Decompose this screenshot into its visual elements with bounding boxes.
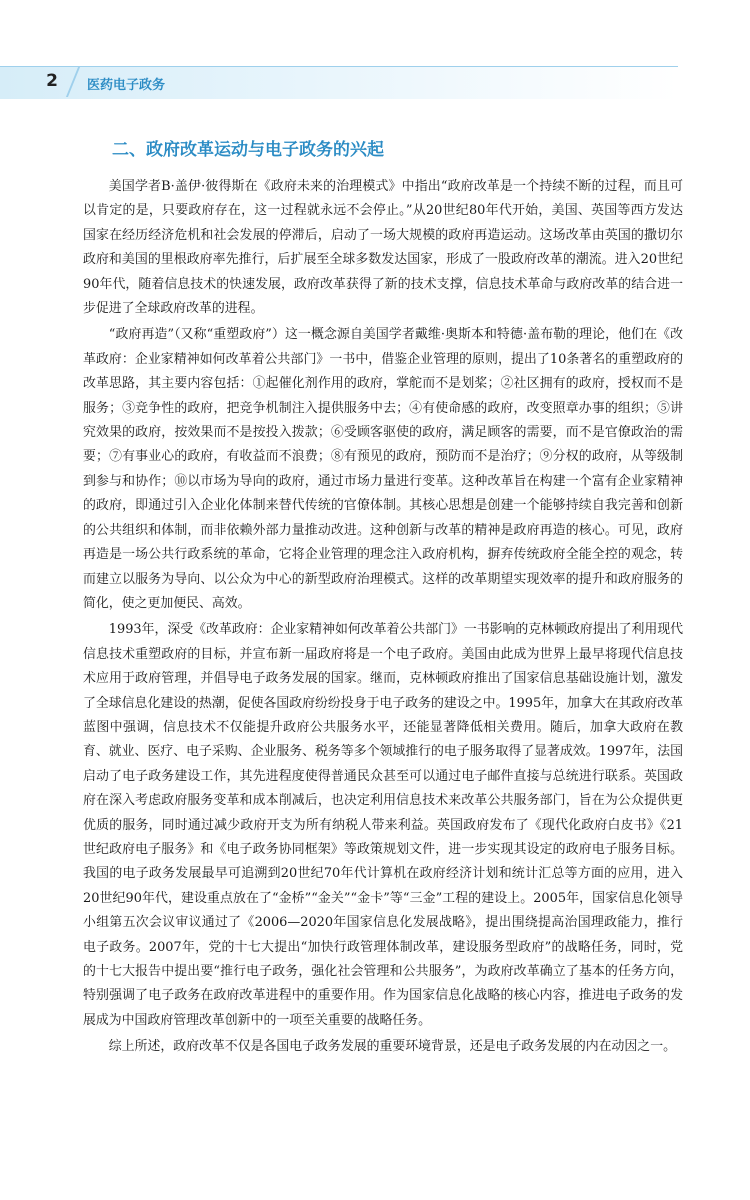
paragraph: 美国学者B·盖伊·彼得斯在《政府未来的治理模式》中指出“政府改革是一个持续不断的过程，而且可以肯定的是，只要政府存在，这一过程就永远不会停止。”从20世纪80年代开始，美国、英国等西方发达国家在经历经济危机和社会发展的停滞后，启动了一场大规模的政府再造运动。这场改革由英国的撒切尔政府和美国的里根政府率先推行，后扩展至全球多数发达国家，形成了一股政府改革的潮流。进入20世纪90年代，随着信息技术的快速发展，政府改革获得了新的技术支撑，信息技术革命与政府改革的结合进一步促进了全球政府改革的进程。 [83,179,683,317]
section-heading: 二、政府改革运动与电子政务的兴起 [112,140,384,160]
body-text [83,175,683,1062]
running-title: 医药电子政务 [87,78,166,93]
page-number: 2 [46,71,58,91]
paragraph: “政府再造”（又称“重塑政府”）这一概念源自美国学者戴维·奥斯本和特德·盖布勒的理论，他们在《改革政府：企业家精神如何改革着公共部门》一书中，借鉴企业管理的原则，提出了10条著名的重塑政府的改革思路，其主要内容包括：①起催化剂作用的政府，掌舵而不是划桨；②社区拥有的政府，授权而不是服务；③竞争性的政府，把竞争机制注入提供服务中去；④有使命感的政府，改变照章办事的组织；⑤讲究效果的政府，按效果而不是按投入拨款；⑥受顾客驱使的政府，满足顾客的需要，而不是官僚政治的需要；⑦有事业心的政府，有收益而不浪费；⑧有预见的政府，预防而不是治疗；⑨分权的政府，从等级制到参与和协作；⑩以市场为导向的政府，通过市场力量进行变革。这种改革旨在构建一个富有企业家精神的政府，即通过引入企业化体制来替代传统的官僚体制。其核心思想是创建一个能够持续自我完善和创新的公共组织和体制，而非依赖外部力量推动改进。这种创新与改革的精神是政府再造的核心。可见，政府再造是一场公共行政系统的革命，它将企业管理的理念注入政府机构，摒弃传统政府全能全控的观念，转而建立以服务为导向、以公众为中心的新型政府治理模式。这样的改革期望实现效率的提升和政府服务的简化，使之更加便民、高效。 [83,327,683,611]
paragraph: 综上所述，政府改革不仅是各国电子政务发展的重要环境背景，还是电子政务发展的内在动因之一。 [108,1039,676,1055]
paragraph: 1993年，深受《改革政府：企业家精神如何改革着公共部门》一书影响的克林顿政府提出了利用现代信息技术重塑政府的目标，并宣布新一届政府将是一个电子政府。美国由此成为世界上最早将现代信息技术应用于政府管理，并倡导电子政务发展的国家。继而，克林顿政府推出了国家信息基础设施计划，激发了全球信息化建设的热潮，促使各国政府纷纷投身于电子政务的建设之中。1995年，加拿大在其政府改革蓝图中强调，信息技术不仅能提升政府公共服务水平，还能显著降低相关费用。随后，加拿大政府在教育、就业、医疗、电子采购、企业服务、税务等多个领域推行的电子服务取得了显著成效。1997年，法国启动了电子政务建设工作，其先进程度使得普通民众甚至可以通过电子邮件直接与总统进行联系。英国政府在深入考虑政府服务变革和成本削减后，也决定利用信息技术来改革公共服务部门，旨在为公众提供更优质的服务，同时通过减少政府开支为所有纳税人带来利益。英国政府发布了《现代化政府白皮书》《21世纪政府电子服务》和《电子政务协同框架》等政策规划文件，进一步实现其设定的政府电子服务目标。我国的电子政务发展最早可追溯到20世纪70年代计算机在政府经济计划和统计汇总等方面的应用，进入20世纪90年代，建设重点放在了“金桥”“金关”“金卡”等“三金”工程的建设上。2005年，国家信息化领导小组第五次会议审议通过了《2006—2020年国家信息化发展战略》，提出围绕提高治国理政能力，推行电子政务。2007年，党的十七大提出“加快行政管理体制改革，建设服务型政府”的战略任务，同时，党的十七大报告中提出要“推行电子政务，强化社会管理和公共服务”，为政府改革确立了基本的任务方向，特别强调了电子政务在政府改革进程中的重要作用。作为国家信息化战略的核心内容，推进电子政务的发展成为中国政府管理改革创新中的一项至关重要的战略任务。 [83,622,684,1028]
